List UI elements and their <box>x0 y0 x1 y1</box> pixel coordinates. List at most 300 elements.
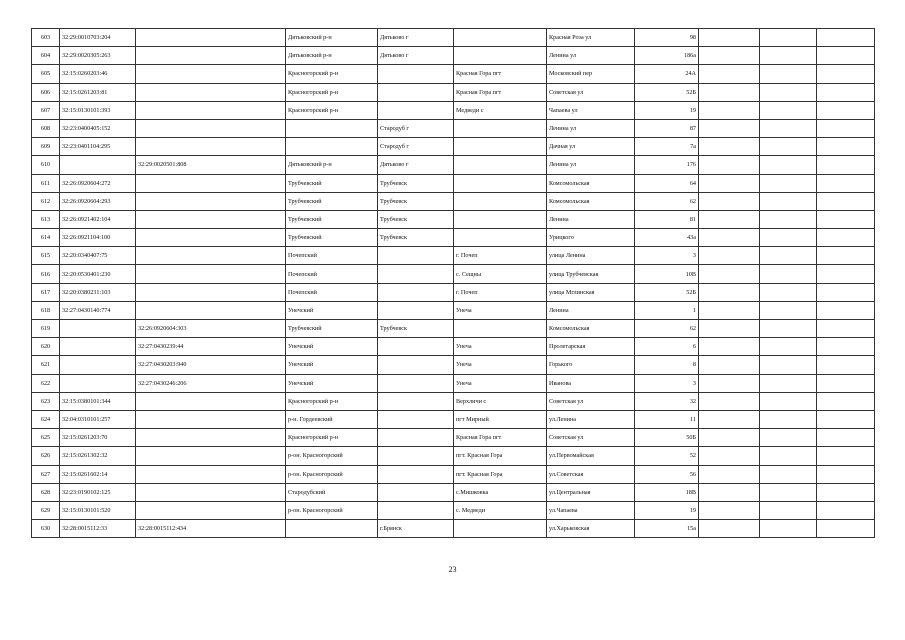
empty-cell <box>699 101 760 119</box>
settlement-cell: пгт Мирный <box>454 410 547 428</box>
empty-cell <box>817 83 875 101</box>
cadastral-number-primary: 32:15:0261302:32 <box>60 447 136 465</box>
cadastral-number-secondary: 32:27:0430239:44 <box>136 338 286 356</box>
row-number: 612 <box>32 192 60 210</box>
cadastral-number-primary: 32:15:0261203:70 <box>60 429 136 447</box>
district-cell: Унечский <box>286 374 378 392</box>
empty-cell <box>760 174 817 192</box>
empty-cell <box>699 483 760 501</box>
street-cell: Советская ул <box>547 392 635 410</box>
empty-cell <box>760 247 817 265</box>
cadastral-number-primary <box>60 320 136 338</box>
empty-cell <box>817 483 875 501</box>
empty-cell <box>817 247 875 265</box>
cadastral-number-secondary <box>136 465 286 483</box>
cadastral-number-secondary: 32:27:0430203:940 <box>136 356 286 374</box>
table-row <box>32 247 875 265</box>
city-cell <box>378 501 454 519</box>
row-number: 604 <box>32 47 60 65</box>
house-number-cell: 43а <box>635 229 699 247</box>
city-cell: Трубчевск <box>378 229 454 247</box>
table-row <box>32 101 875 119</box>
empty-cell <box>817 283 875 301</box>
empty-cell <box>699 119 760 137</box>
settlement-cell <box>454 47 547 65</box>
settlement-cell <box>454 210 547 228</box>
empty-cell <box>760 47 817 65</box>
street-cell: Комсомольская <box>547 174 635 192</box>
street-cell: Советская ул <box>547 83 635 101</box>
district-cell: р-он. Красногорский <box>286 501 378 519</box>
table-row <box>32 301 875 319</box>
empty-cell <box>817 29 875 47</box>
district-cell: Трубчевский <box>286 210 378 228</box>
row-number: 629 <box>32 501 60 519</box>
cadastral-number-secondary: 32:29:0020501:808 <box>136 156 286 174</box>
city-cell <box>378 465 454 483</box>
table-row <box>32 356 875 374</box>
settlement-cell <box>454 138 547 156</box>
empty-cell <box>817 101 875 119</box>
house-number-cell: 6 <box>635 338 699 356</box>
cadastral-number-primary: 32:20:0340407:75 <box>60 247 136 265</box>
settlement-cell <box>454 119 547 137</box>
empty-cell <box>817 229 875 247</box>
empty-cell <box>699 47 760 65</box>
empty-cell <box>699 410 760 428</box>
empty-cell <box>817 210 875 228</box>
city-cell <box>378 338 454 356</box>
house-number-cell: 64 <box>635 174 699 192</box>
table-row <box>32 229 875 247</box>
cadastral-number-primary: 32:20:0530401:230 <box>60 265 136 283</box>
district-cell: Дятьковский р-н <box>286 29 378 47</box>
district-cell: Унечский <box>286 301 378 319</box>
empty-cell <box>699 465 760 483</box>
settlement-cell <box>454 29 547 47</box>
empty-cell <box>699 283 760 301</box>
street-cell: Комсомольская <box>547 320 635 338</box>
cadastral-number-primary: 32:15:0130101:393 <box>60 101 136 119</box>
settlement-cell <box>454 174 547 192</box>
street-cell: Пролетарская <box>547 338 635 356</box>
table-row <box>32 210 875 228</box>
house-number-cell: 176 <box>635 156 699 174</box>
house-number-cell: 62 <box>635 320 699 338</box>
settlement-cell: пгт. Красная Гора <box>454 447 547 465</box>
house-number-cell: 24А <box>635 65 699 83</box>
table-row <box>32 410 875 428</box>
cadastral-number-primary <box>60 156 136 174</box>
house-number-cell: 3 <box>635 374 699 392</box>
cadastral-number-primary: 32:27:0430140:774 <box>60 301 136 319</box>
settlement-cell <box>454 229 547 247</box>
table-row <box>32 465 875 483</box>
street-cell: улица Мглинская <box>547 283 635 301</box>
district-cell: р-н. Гордеевский <box>286 410 378 428</box>
row-number: 611 <box>32 174 60 192</box>
empty-cell <box>699 29 760 47</box>
row-number: 626 <box>32 447 60 465</box>
city-cell <box>378 283 454 301</box>
city-cell: Стародуб г <box>378 138 454 156</box>
empty-cell <box>760 210 817 228</box>
table-row <box>32 320 875 338</box>
cadastral-number-primary: 32:28:0015112:33 <box>60 520 136 538</box>
settlement-cell: Красная Гора пгт <box>454 65 547 83</box>
house-number-cell: 1 <box>635 301 699 319</box>
row-number: 603 <box>32 29 60 47</box>
row-number: 630 <box>32 520 60 538</box>
document-sheet <box>31 28 875 538</box>
cadastral-number-secondary <box>136 392 286 410</box>
row-number: 628 <box>32 483 60 501</box>
city-cell: Трубчевск <box>378 210 454 228</box>
table-row <box>32 483 875 501</box>
cadastral-number-secondary <box>136 192 286 210</box>
house-number-cell: 11 <box>635 410 699 428</box>
empty-cell <box>760 374 817 392</box>
cadastral-number-secondary <box>136 83 286 101</box>
district-cell: Почепский <box>286 265 378 283</box>
house-number-cell: 7а <box>635 138 699 156</box>
district-cell: Унечский <box>286 356 378 374</box>
table-row <box>32 174 875 192</box>
empty-cell <box>760 83 817 101</box>
district-cell: Красногорский р-н <box>286 83 378 101</box>
cadastral-number-secondary <box>136 29 286 47</box>
street-cell: ул.Харьковская <box>547 520 635 538</box>
street-cell: Московский пер <box>547 65 635 83</box>
cadastral-number-secondary <box>136 47 286 65</box>
empty-cell <box>760 392 817 410</box>
house-number-cell: 15а <box>635 520 699 538</box>
street-cell: Ленина <box>547 210 635 228</box>
settlement-cell <box>454 320 547 338</box>
empty-cell <box>817 374 875 392</box>
empty-cell <box>760 338 817 356</box>
table-row <box>32 374 875 392</box>
empty-cell <box>760 156 817 174</box>
empty-cell <box>760 283 817 301</box>
settlement-cell: Унеча <box>454 301 547 319</box>
empty-cell <box>817 320 875 338</box>
house-number-cell: 98 <box>635 29 699 47</box>
city-cell <box>378 101 454 119</box>
settlement-cell <box>454 520 547 538</box>
empty-cell <box>760 29 817 47</box>
empty-cell <box>817 356 875 374</box>
table-row <box>32 265 875 283</box>
empty-cell <box>760 356 817 374</box>
cadastral-number-primary <box>60 356 136 374</box>
house-number-cell: 56 <box>635 465 699 483</box>
row-number: 609 <box>32 138 60 156</box>
district-cell: Трубчевский <box>286 192 378 210</box>
street-cell: Ленина ул <box>547 47 635 65</box>
street-cell: улица Ленина <box>547 247 635 265</box>
empty-cell <box>699 265 760 283</box>
city-cell <box>378 247 454 265</box>
district-cell: Красногорский р-н <box>286 65 378 83</box>
empty-cell <box>760 429 817 447</box>
city-cell <box>378 83 454 101</box>
settlement-cell <box>454 156 547 174</box>
empty-cell <box>699 501 760 519</box>
settlement-cell: Унеча <box>454 356 547 374</box>
empty-cell <box>760 138 817 156</box>
cadastral-number-secondary <box>136 229 286 247</box>
empty-cell <box>699 356 760 374</box>
empty-cell <box>699 374 760 392</box>
empty-cell <box>699 338 760 356</box>
street-cell: Дачная ул <box>547 138 635 156</box>
empty-cell <box>817 338 875 356</box>
empty-cell <box>817 47 875 65</box>
cadastral-number-primary: 32:23:0190102:125 <box>60 483 136 501</box>
settlement-cell: г. Почеп <box>454 247 547 265</box>
empty-cell <box>817 156 875 174</box>
cadastral-number-primary: 32:26:0921402:104 <box>60 210 136 228</box>
cadastral-number-primary <box>60 374 136 392</box>
empty-cell <box>699 138 760 156</box>
street-cell: Ленина ул <box>547 156 635 174</box>
empty-cell <box>699 429 760 447</box>
cadastral-number-secondary <box>136 65 286 83</box>
cadastral-number-primary: 32:26:0920604:272 <box>60 174 136 192</box>
row-number: 618 <box>32 301 60 319</box>
house-number-cell: 62 <box>635 192 699 210</box>
city-cell <box>378 265 454 283</box>
settlement-cell: Унеча <box>454 338 547 356</box>
empty-cell <box>817 192 875 210</box>
row-number: 615 <box>32 247 60 265</box>
row-number: 608 <box>32 119 60 137</box>
settlement-cell: Унеча <box>454 374 547 392</box>
district-cell: Унечский <box>286 338 378 356</box>
empty-cell <box>699 301 760 319</box>
row-number: 607 <box>32 101 60 119</box>
cadastral-number-primary: 32:15:0260203:46 <box>60 65 136 83</box>
row-number: 614 <box>32 229 60 247</box>
city-cell: Дятьково г <box>378 156 454 174</box>
settlement-cell: Красная Гора пгт <box>454 83 547 101</box>
city-cell <box>378 392 454 410</box>
empty-cell <box>817 301 875 319</box>
settlement-cell: с.Мишковка <box>454 483 547 501</box>
street-cell: Урицкого <box>547 229 635 247</box>
cadastral-number-primary: 32:26:0920604:293 <box>60 192 136 210</box>
city-cell <box>378 65 454 83</box>
cadastral-number-secondary <box>136 447 286 465</box>
house-number-cell: 52Б <box>635 83 699 101</box>
city-cell <box>378 410 454 428</box>
street-cell: Ленина ул <box>547 119 635 137</box>
row-number: 621 <box>32 356 60 374</box>
street-cell: Горького <box>547 356 635 374</box>
district-cell <box>286 138 378 156</box>
district-cell: Красногорский р-н <box>286 392 378 410</box>
house-number-cell: 52Б <box>635 283 699 301</box>
empty-cell <box>760 320 817 338</box>
settlement-cell <box>454 192 547 210</box>
cadastral-number-secondary <box>136 283 286 301</box>
district-cell <box>286 119 378 137</box>
table-row <box>32 29 875 47</box>
house-number-cell: 81 <box>635 210 699 228</box>
empty-cell <box>699 392 760 410</box>
settlement-cell: Верхличи с <box>454 392 547 410</box>
empty-cell <box>760 65 817 83</box>
settlement-cell: г. Почеп <box>454 283 547 301</box>
city-cell: Дятьково г <box>378 47 454 65</box>
empty-cell <box>817 265 875 283</box>
empty-cell <box>817 65 875 83</box>
city-cell: г.Брянск <box>378 520 454 538</box>
cadastral-number-secondary <box>136 483 286 501</box>
empty-cell <box>699 210 760 228</box>
district-cell: Стародубский <box>286 483 378 501</box>
cadastral-number-secondary <box>136 119 286 137</box>
district-cell <box>286 520 378 538</box>
empty-cell <box>760 447 817 465</box>
table-row <box>32 192 875 210</box>
house-number-cell: 50Б <box>635 429 699 447</box>
cadastral-number-secondary <box>136 210 286 228</box>
street-cell: ул.Чапаева <box>547 501 635 519</box>
settlement-cell: с. Сещны <box>454 265 547 283</box>
cadastral-number-secondary <box>136 138 286 156</box>
table-row <box>32 83 875 101</box>
cadastral-number-primary: 32:15:0261203:81 <box>60 83 136 101</box>
empty-cell <box>817 520 875 538</box>
house-number-cell: 10В <box>635 265 699 283</box>
city-cell: Трубчевск <box>378 192 454 210</box>
house-number-cell: 32 <box>635 392 699 410</box>
cadastral-number-secondary <box>136 101 286 119</box>
city-cell <box>378 447 454 465</box>
empty-cell <box>699 192 760 210</box>
street-cell: Иванова <box>547 374 635 392</box>
cadastral-number-primary: 32:15:0261602:14 <box>60 465 136 483</box>
house-number-cell: 8 <box>635 356 699 374</box>
district-cell: р-он. Красногорский <box>286 465 378 483</box>
street-cell: улица Трубчевская <box>547 265 635 283</box>
empty-cell <box>699 520 760 538</box>
empty-cell <box>760 192 817 210</box>
city-cell <box>378 356 454 374</box>
cadastral-number-primary: 32:20:0380231:103 <box>60 283 136 301</box>
street-cell: Советская ул <box>547 429 635 447</box>
empty-cell <box>817 465 875 483</box>
cadastral-number-secondary <box>136 501 286 519</box>
row-number: 622 <box>32 374 60 392</box>
cadastral-number-primary: 32:29:0010703:204 <box>60 29 136 47</box>
empty-cell <box>760 483 817 501</box>
cadastral-number-primary: 32:29:0020305:263 <box>60 47 136 65</box>
cadastral-number-primary: 32:04:0310101:257 <box>60 410 136 428</box>
cadastral-number-secondary: 32:27:0430246:206 <box>136 374 286 392</box>
row-number: 620 <box>32 338 60 356</box>
district-cell: Почепский <box>286 247 378 265</box>
row-number: 625 <box>32 429 60 447</box>
settlement-cell: с. Медведи <box>454 501 547 519</box>
city-cell: Трубчевск <box>378 320 454 338</box>
empty-cell <box>817 119 875 137</box>
house-number-cell: 52 <box>635 447 699 465</box>
table-row <box>32 156 875 174</box>
cadastral-number-primary <box>60 338 136 356</box>
empty-cell <box>760 501 817 519</box>
street-cell: Красная Роза ул <box>547 29 635 47</box>
cadastral-number-secondary: 32:26:0920604:303 <box>136 320 286 338</box>
row-number: 613 <box>32 210 60 228</box>
city-cell <box>378 483 454 501</box>
district-cell: Трубчевский <box>286 174 378 192</box>
table-row <box>32 65 875 83</box>
cadastral-number-primary: 32:15:0380101:344 <box>60 392 136 410</box>
empty-cell <box>817 501 875 519</box>
cadastral-number-secondary <box>136 174 286 192</box>
city-cell: Дятьково г <box>378 29 454 47</box>
cadastral-number-primary: 32:23:0400405:152 <box>60 119 136 137</box>
district-cell: Трубчевский <box>286 229 378 247</box>
row-number: 623 <box>32 392 60 410</box>
table-row <box>32 392 875 410</box>
settlement-cell: Медведи с <box>454 101 547 119</box>
table-row <box>32 501 875 519</box>
house-number-cell: 87 <box>635 119 699 137</box>
empty-cell <box>760 301 817 319</box>
empty-cell <box>817 410 875 428</box>
city-cell <box>378 374 454 392</box>
district-cell: Трубчевский <box>286 320 378 338</box>
row-number: 624 <box>32 410 60 428</box>
address-register-table <box>31 28 875 538</box>
city-cell <box>378 301 454 319</box>
street-cell: ул.Советская <box>547 465 635 483</box>
table-row <box>32 119 875 137</box>
empty-cell <box>760 410 817 428</box>
table-row <box>32 283 875 301</box>
cadastral-number-secondary <box>136 265 286 283</box>
district-cell: Красногорский р-н <box>286 429 378 447</box>
table-row <box>32 447 875 465</box>
cadastral-number-primary: 32:23:0401104:295 <box>60 138 136 156</box>
table-body <box>32 29 875 538</box>
street-cell: ул.Первомайская <box>547 447 635 465</box>
cadastral-number-secondary: 32:28:0015112:434 <box>136 520 286 538</box>
settlement-cell: пгт. Красная Гора <box>454 465 547 483</box>
table-row <box>32 138 875 156</box>
empty-cell <box>699 174 760 192</box>
district-cell: Почепский <box>286 283 378 301</box>
house-number-cell: 19 <box>635 101 699 119</box>
empty-cell <box>817 429 875 447</box>
house-number-cell: 19 <box>635 501 699 519</box>
district-cell: р-он. Красногорский <box>286 447 378 465</box>
cadastral-number-secondary <box>136 429 286 447</box>
empty-cell <box>699 156 760 174</box>
house-number-cell: 18В <box>635 483 699 501</box>
street-cell: Чапаева ул <box>547 101 635 119</box>
house-number-cell: 3 <box>635 247 699 265</box>
cadastral-number-primary: 32:15:0130101:520 <box>60 501 136 519</box>
table-row <box>32 47 875 65</box>
table-row <box>32 429 875 447</box>
district-cell: Дятьковский р-н <box>286 47 378 65</box>
city-cell: Трубчевск <box>378 174 454 192</box>
